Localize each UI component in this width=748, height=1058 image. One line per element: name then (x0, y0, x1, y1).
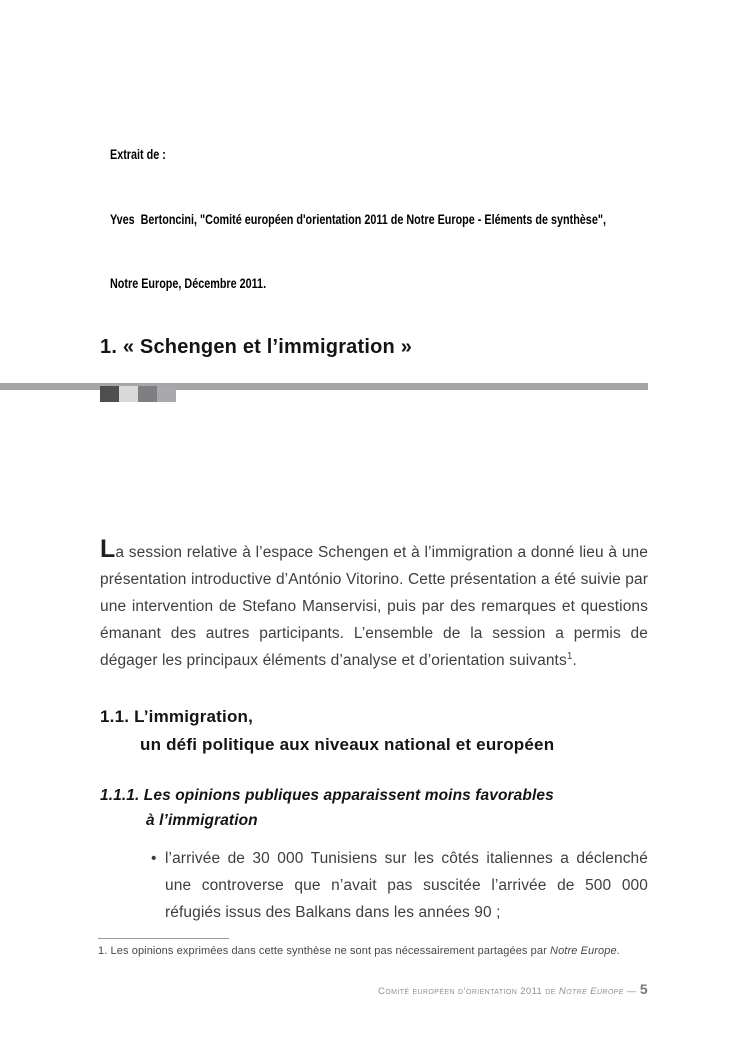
subsubsection-heading-line-1: 1.1.1. Les opinions publiques apparaissent moins favorables (100, 787, 554, 804)
subsection-heading (100, 703, 554, 759)
footnote-reference: 1 (566, 650, 573, 662)
decor-square-1 (100, 386, 119, 402)
bullet-marker: • (151, 850, 157, 867)
footer-journal-name: Notre Europe (558, 986, 624, 997)
footer-dash: — (623, 986, 640, 997)
decorative-rule (0, 383, 648, 390)
decor-square-3 (138, 386, 157, 402)
lead-paragraph-text: a session relative à l’espace Schengen et à l’immigration a donné lieu à une présentation introductive d’António Vitorino. Cette présentation a été suivie par une intervention de Stefano Manservisi, puis par des remarques et questions émanant des autres participants. L’ensemble de la session a permis de dégager les principaux éléments d’analyse et d’orientation suivants (100, 543, 648, 669)
decor-square-4 (157, 386, 176, 402)
drop-cap: L (100, 534, 116, 563)
footer-running-title: Comité européen d’orientation 2011 de (378, 986, 559, 997)
subsection-heading-line-2: un défi politique aux niveaux national et européen (140, 735, 555, 754)
footnote-period: . (616, 945, 620, 957)
footnote-text: 1. Les opinions exprimées dans cette synthèse ne sont pas nécessairement partagées par (98, 945, 551, 957)
citation-line-2: Yves Bertoncini, "Comité européen d'orientation 2011 de Notre Europe - Eléments de synthèse", (110, 211, 606, 227)
decor-square-2 (119, 386, 138, 402)
decorative-squares (100, 386, 176, 402)
page-number: 5 (639, 981, 648, 997)
subsection-heading-line-1: 1.1. L’immigration, (100, 707, 254, 726)
section-heading: 1. « Schengen et l’immigration » (100, 336, 413, 358)
footnote-journal-name: Notre Europe (550, 945, 617, 957)
bullet-item (150, 845, 648, 926)
page-footer (378, 981, 648, 997)
citation-line-1: Extrait de : (110, 147, 166, 162)
citation-block (110, 101, 748, 338)
lead-paragraph-period: . (572, 651, 577, 669)
lead-paragraph (100, 534, 648, 674)
subsubsection-heading (100, 783, 554, 833)
bullet-text: l’arrivée de 30 000 Tunisiens sur les côtés italiennes a déclenché une controverse que n’avait pas suscitée l’arrivée de 500 000 réfugiés issus des Balkans dans les années 90 ; (165, 850, 648, 921)
footnote-separator (98, 938, 229, 939)
footnote (98, 943, 658, 959)
citation-line-3: Notre Europe, Décembre 2011. (110, 276, 267, 291)
subsubsection-heading-line-2: à l’immigration (146, 812, 258, 829)
